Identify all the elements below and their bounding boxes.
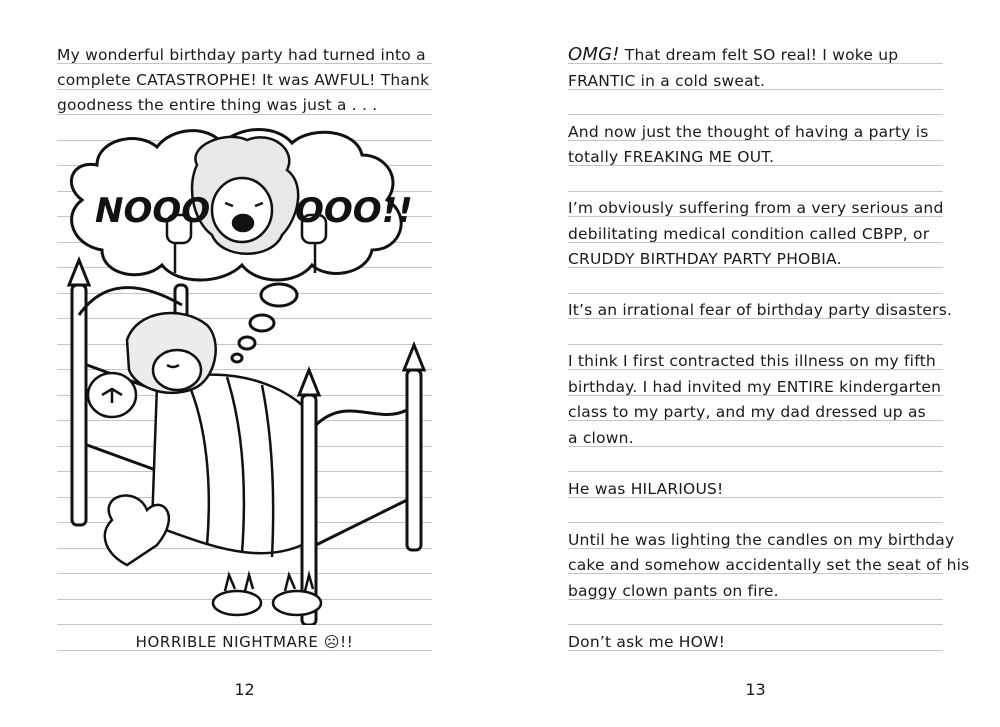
diary-line: He was HILARIOUS!	[568, 479, 724, 498]
diary-line: CRUDDY BIRTHDAY PARTY PHOBIA.	[568, 250, 842, 268]
rule-line	[568, 114, 943, 115]
left-page	[57, 0, 432, 727]
diary-line: class to my party, and my dad dressed up as	[568, 403, 926, 421]
rule-line	[568, 624, 943, 625]
diary-line: OMG! That dream felt SO real! I woke up	[568, 44, 899, 65]
rule-line	[57, 114, 432, 115]
nooo-text: NOOO	[95, 191, 211, 231]
nightmare-illustration	[57, 125, 432, 625]
diary-line: I’m obviously suffering from a very serious and	[568, 199, 944, 217]
paragraph-line: My wonderful birthday party had turned into a	[57, 46, 426, 64]
rule-line	[568, 293, 943, 294]
diary-line: I think I first contracted this illness on my fifth	[568, 352, 936, 370]
diary-line: birthday. I had invited my ENTIRE kindergarten	[568, 377, 942, 396]
rule-line	[568, 522, 943, 523]
diary-line: baggy clown pants on fire.	[568, 581, 779, 600]
diary-line: Until he was lighting the candles on my birthday	[568, 530, 955, 549]
diary-line: debilitating medical condition called CBPP, or	[568, 224, 930, 243]
blanket-icon	[152, 375, 302, 557]
right-page	[568, 0, 970, 727]
paragraph-line: goodness the entire thing was just a . . .	[57, 96, 378, 114]
ooo-text: OOO!!	[295, 191, 413, 231]
sleeping-girl-icon	[127, 313, 216, 393]
diary-line: It’s an irrational fear of birthday party disasters.	[568, 301, 953, 319]
illustration-caption: HORRIBLE NIGHTMARE ☹!!	[135, 633, 354, 651]
diary-line: totally FREAKING ME OUT.	[568, 148, 775, 166]
paragraph-line: complete CATASTROPHE! It was AWFUL! Thank	[57, 71, 430, 89]
rule-line	[568, 191, 943, 192]
emphasis-text: OMG!	[568, 44, 620, 65]
diary-line: cake and somehow accidentally set the seat of his	[568, 556, 970, 574]
diary-line: And now just the thought of having a party is	[568, 122, 929, 141]
diary-line: FRANTIC in a cold sweat.	[568, 71, 766, 90]
rule-line	[568, 344, 943, 345]
page-number-right: 13	[745, 680, 766, 699]
rule-line	[568, 471, 943, 472]
diary-line: a clown.	[568, 428, 634, 447]
diary-line: Don’t ask me HOW!	[568, 632, 726, 651]
page-number-left: 12	[234, 680, 255, 699]
